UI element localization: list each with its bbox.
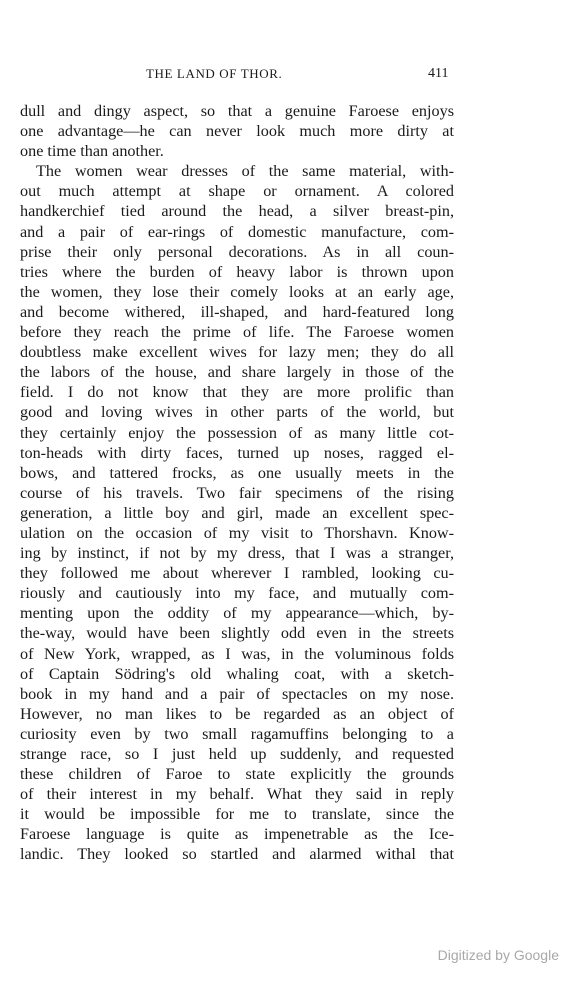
text-line: the labors of the house, and share largely in those of the <box>20 363 454 382</box>
text-line: However, no man likes to be regarded as an object of <box>20 704 454 723</box>
text-line: of New York, wrapped, as I was, in the voluminous folds <box>20 644 454 663</box>
text-line: dull and dingy aspect, so that a genuine Faroese enjoys <box>20 102 454 120</box>
text-line: doubtless make excellent wives for lazy men; they do all <box>20 343 454 362</box>
text-line: one time than another. <box>20 142 164 161</box>
text-line: and a pair of ear-rings of domestic manufacture, com- <box>20 222 454 241</box>
text-line: landic. They looked so startled and alarmed withal that <box>20 845 454 864</box>
text-line: curiosity even by two small ragamuffins belonging to a <box>20 724 454 743</box>
text-line: The women wear dresses of the same material, with- <box>36 162 454 181</box>
text-line: course of his travels. Two fair specimens of the rising <box>20 483 454 502</box>
text-line: Faroese language is quite as impenetrable as the Ice- <box>20 825 454 844</box>
text-line: these children of Faroe to state explicitly the grounds <box>20 765 454 784</box>
text-line: ulation on the occasion of my visit to Thorshavn. Know- <box>20 523 454 542</box>
text-line: one advantage—he can never look much more dirty at <box>20 122 454 141</box>
text-line: the-way, would have been slightly odd even in the streets <box>20 624 454 643</box>
text-line: the women, they lose their comely looks at an early age, <box>20 282 454 301</box>
text-line: of their interest in my behalf. What they said in reply <box>20 785 454 804</box>
text-line: they followed me about wherever I rambled, looking cu- <box>20 564 454 583</box>
text-line: book in my hand and a pair of spectacles on my nose. <box>20 684 454 703</box>
text-line: and become withered, ill-shaped, and hard-featured long <box>20 302 454 321</box>
text-line: before they reach the prime of life. The Faroese women <box>20 323 454 342</box>
text-line: prise their only personal decorations. As in all coun- <box>20 242 454 261</box>
text-line: menting upon the oddity of my appearance—which, by- <box>20 604 454 623</box>
text-line: they certainly enjoy the possession of as many little cot- <box>20 423 454 442</box>
page-number: 411 <box>428 66 449 81</box>
text-line: bows, and tattered frocks, as one usually meets in the <box>20 463 454 482</box>
digitized-watermark: Digitized by Google <box>437 947 559 963</box>
running-title: THE LAND OF THOR. <box>146 66 283 81</box>
text-line: out much attempt at shape or ornament. A colored <box>20 182 454 201</box>
body-text <box>20 101 454 865</box>
text-line: ton-heads with dirty faces, turned up noses, ragged el- <box>20 443 454 462</box>
running-head <box>0 66 575 86</box>
text-line: good and loving wives in other parts of the world, but <box>20 403 454 422</box>
text-line: field. I do not know that they are more prolific than <box>20 383 454 402</box>
text-line: riously and cautiously into my face, and mutually com- <box>20 584 454 603</box>
text-line: generation, a little boy and girl, made an excellent spec- <box>20 503 454 522</box>
text-line: tries where the burden of heavy labor is thrown upon <box>20 262 454 281</box>
text-line: strange race, so I just held up suddenly, and requested <box>20 745 454 763</box>
text-line: it would be impossible for me to translate, since the <box>20 805 454 824</box>
text-line: ing by instinct, if not by my dress, that I was a stranger, <box>20 544 454 563</box>
text-line: of Captain Södring's old whaling coat, with a sketch- <box>20 664 454 683</box>
text-line: handkerchief tied around the head, a silver breast-pin, <box>20 202 454 221</box>
